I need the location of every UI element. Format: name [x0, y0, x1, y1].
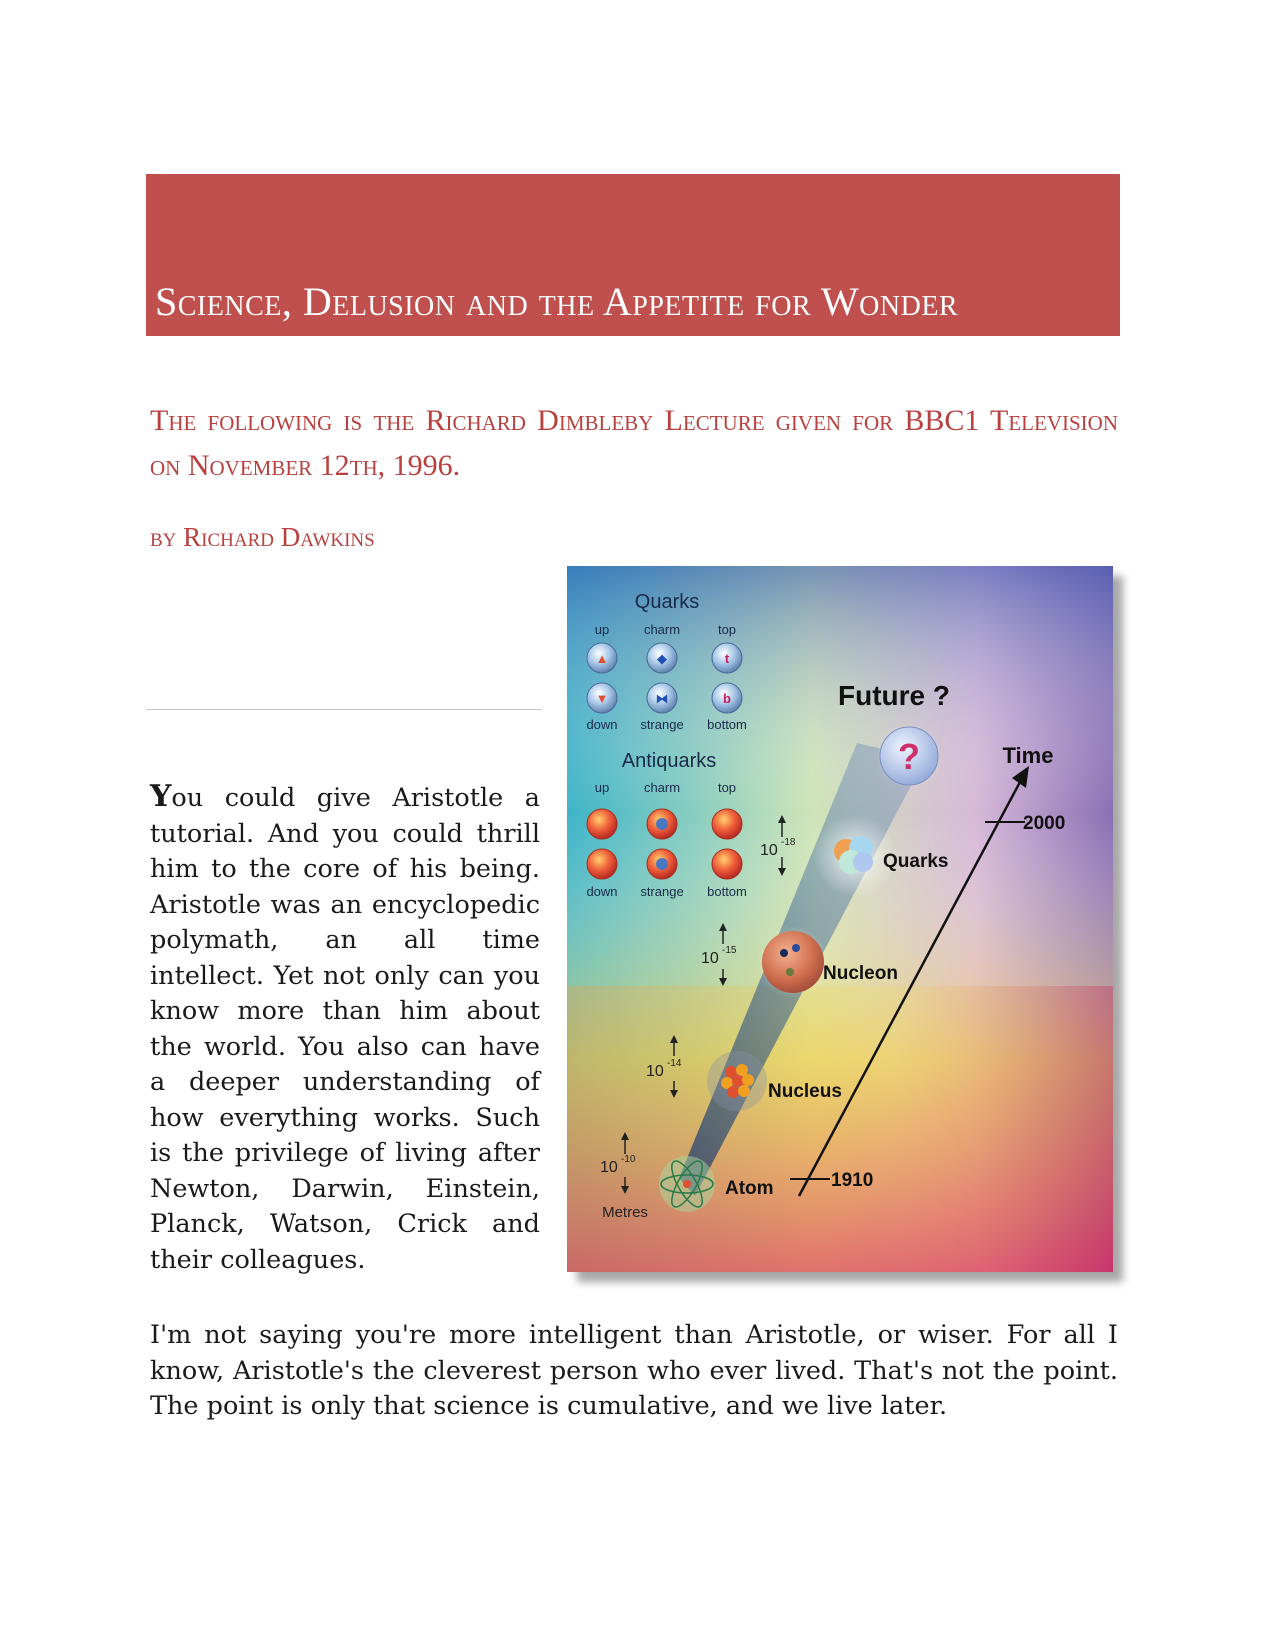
- svg-text:-10: -10: [621, 1154, 636, 1165]
- antiquark-label-strange: strange: [640, 884, 684, 899]
- quark-label-up: up: [594, 622, 610, 637]
- svg-text:◆: ◆: [657, 651, 667, 666]
- svg-text:-14: -14: [667, 1058, 682, 1069]
- horizontal-rule: [146, 709, 542, 710]
- svg-text:10: 10: [701, 950, 719, 967]
- antiquark-label-down: down: [586, 884, 618, 899]
- quarks-heading: Quarks: [634, 591, 700, 613]
- antiquark-label-top: top: [717, 780, 737, 795]
- drop-cap: Y: [150, 779, 172, 814]
- antiquark-down-icon: [587, 849, 617, 879]
- body-paragraph-2: I'm not saying you're more intelligent than Aristotle, or wiser. For all I know, Aristotle's the cleverest person who ever lived. That's not the point. The point is only that science is cumulative, and we live later.: [150, 1320, 1118, 1421]
- quark-label-down: down: [586, 717, 618, 732]
- svg-text:▼: ▼: [595, 691, 609, 706]
- lecture-subtitle: The following is the Richard Dimbleby Lecture given for BBC1 Television on November 12th, 1996.: [150, 404, 1118, 482]
- antiquark-label-charm: charm: [643, 780, 681, 795]
- antiquark-top-icon: [712, 809, 742, 839]
- quark-label-bottom: bottom: [707, 717, 747, 732]
- nucleon-level-label: Nucleon: [823, 963, 898, 984]
- atom-icon: [659, 1156, 715, 1212]
- quarks-level-label: Quarks: [883, 851, 949, 872]
- author-byline: by Richard Dawkins: [150, 522, 375, 552]
- future-label: Future ?: [838, 680, 950, 711]
- year-1910-label: 1910: [831, 1170, 874, 1191]
- svg-text:-18: -18: [781, 837, 796, 848]
- svg-text:t: t: [724, 651, 730, 666]
- quark-label-top: top: [717, 622, 737, 637]
- svg-text:b: b: [723, 691, 731, 706]
- future-question-mark: ?: [898, 736, 920, 777]
- document-title: Science, Delusion and the Appetite for Wonder: [155, 279, 959, 324]
- antiquark-bottom-icon: [712, 849, 742, 879]
- nucleon-icon: [762, 931, 824, 993]
- particle-scale-figure: [567, 566, 1113, 1272]
- svg-text:▲: ▲: [595, 651, 609, 666]
- nucleus-level-label: Nucleus: [768, 1081, 842, 1102]
- svg-text:-15: -15: [722, 945, 737, 956]
- time-label: Time: [1002, 743, 1054, 768]
- antiquark-up-icon: [587, 809, 617, 839]
- units-label: Metres: [602, 1204, 648, 1221]
- body-paragraph-1: [150, 779, 540, 1278]
- svg-text:10: 10: [646, 1063, 664, 1080]
- antiquarks-heading: Antiquarks: [621, 750, 717, 772]
- antiquark-label-bottom: bottom: [707, 884, 747, 899]
- quark-label-charm: charm: [643, 622, 681, 637]
- svg-text:10: 10: [600, 1159, 618, 1176]
- quark-label-strange: strange: [640, 717, 684, 732]
- paragraph-1-text: ou could give Aristotle a tutorial. And you could thrill him to the core of his being. Aristotle was an encyclopedic polymath, an all time intellect. Yet not only can you know more than him about the world. You also can have a deeper understanding of how everything works. Such is the privilege of living after Newton, Darwin, Einstein, Planck, Watson, Crick and their colleagues.: [150, 783, 540, 1275]
- svg-text:⧓: ⧓: [655, 691, 669, 706]
- svg-text:10: 10: [760, 842, 778, 859]
- antiquark-label-up: up: [594, 780, 610, 795]
- year-2000-label: 2000: [1023, 813, 1066, 834]
- atom-level-label: Atom: [725, 1178, 774, 1199]
